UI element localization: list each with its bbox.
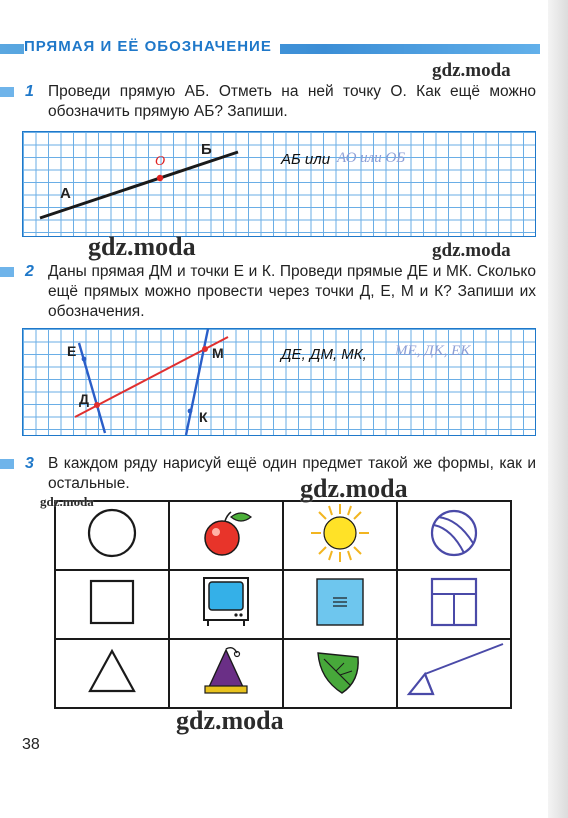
sun-icon [307,502,373,564]
tv-icon [196,572,256,632]
page-number: 38 [22,736,40,753]
point-m [202,346,208,352]
shapes-row-circles [55,501,511,570]
shapes-table [54,500,512,709]
shapes-row-squares [55,570,511,639]
cell-hat [169,639,283,708]
blue-square-icon [310,572,370,632]
label-a: А [60,185,71,202]
watermark: gdz.moda [432,60,511,81]
flag-icon [399,640,509,702]
task-2-grid [22,328,536,436]
point-d [94,402,100,408]
cell-ball [397,501,511,570]
circle-outline-icon [82,503,142,563]
cell-square [55,570,169,639]
task-1-marker [0,87,14,97]
label-k: К [199,409,208,425]
square-outline-icon [82,572,142,632]
watermark: gdz.moda [432,240,511,261]
task-1-answer-pencil: АО или ОБ [337,150,406,166]
label-e: Е [67,343,77,359]
window-frame-icon [424,572,484,632]
label-m: М [212,345,224,361]
leaf-icon [310,641,370,701]
watermark: gdz.moda [300,474,408,503]
label-o: О [155,154,166,169]
cell-circle [55,501,169,570]
label-d: Д [79,391,89,407]
cell-sun [283,501,397,570]
task-3-marker [0,459,14,469]
ball-icon [424,503,484,563]
task-1-drawing [23,132,535,236]
task-2-answer-printed: ДЕ, ДМ, МК, [281,346,367,363]
cell-leaf [283,639,397,708]
cell-triangle [55,639,169,708]
task-2-number: 2 [25,263,34,280]
shapes-row-triangles [55,639,511,708]
task-2-answer-pencil: МЕ, ДК, ЕК [395,343,471,359]
page-title: ПРЯМАЯ И ЕЁ ОБОЗНАЧЕНИЕ [24,38,280,55]
watermark: gdz.moda [88,232,196,261]
task-3-text: В каждом ряду нарисуй ещё один предмет такой же формы, как и остальные. [48,455,536,492]
cell-flag [397,639,511,708]
task-1-grid [22,131,536,237]
triangle-outline-icon [82,641,142,701]
point-e [82,357,87,362]
point-o [157,175,163,181]
cell-apple [169,501,283,570]
right-edge-stripe [548,0,568,818]
cell-blue-square [283,570,397,639]
watermark: gdz.moda [40,494,94,509]
task-2-text: Даны прямая ДМ и точки Е и К. Проведи прямые ДЕ и МК. Сколько ещё прямых можно провести через точки Д, Е, М и К? Запиши их обозначения. [48,263,536,320]
task-1-number: 1 [25,83,34,100]
task-1-text: Проведи прямую АБ. Отметь на ней точку О. Как ещё можно обозначить прямую АБ? Запиши. [48,83,536,120]
point-k [188,409,193,414]
hat-icon [191,641,261,701]
watermark: gdz.moda [176,706,284,735]
task-3-number: 3 [25,455,34,472]
label-b: Б [201,141,212,158]
apple-icon [191,503,261,563]
task-1-answer-printed: АБ или [281,151,331,168]
cell-window-frame [397,570,511,639]
line-de [79,343,105,433]
task-2-marker [0,267,14,277]
cell-tv [169,570,283,639]
